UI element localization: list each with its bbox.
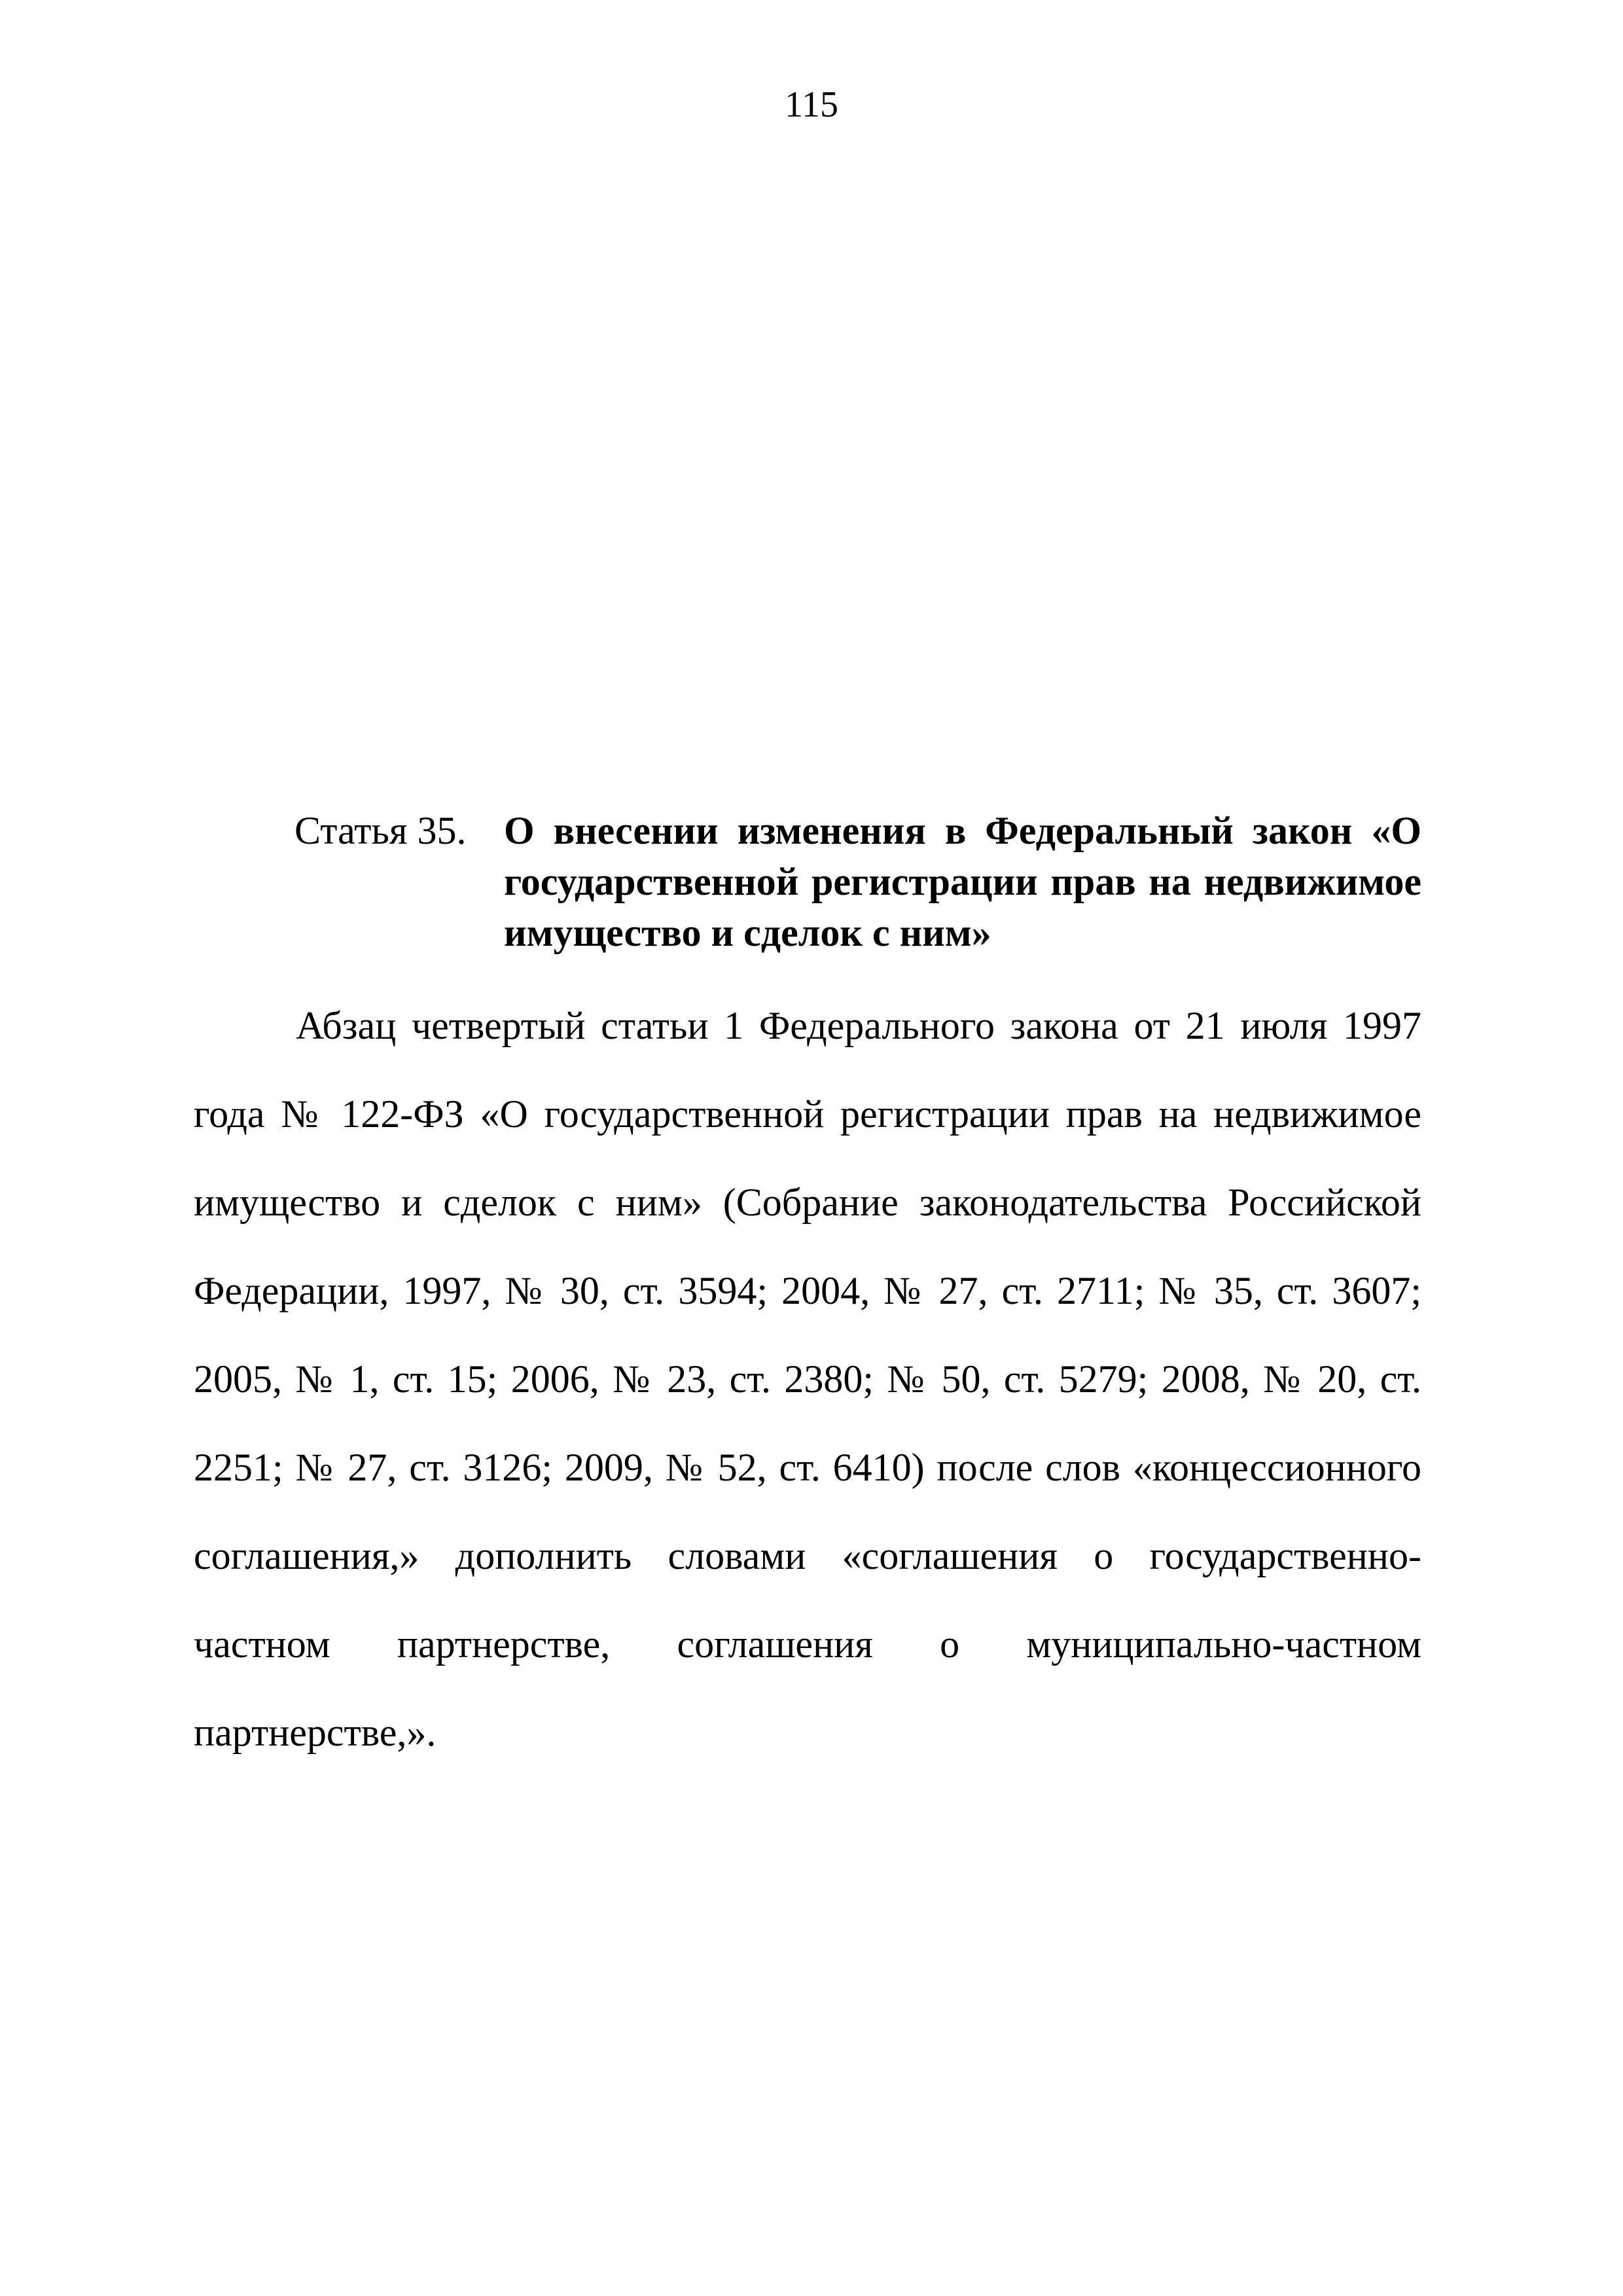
page-number: 115	[785, 84, 838, 125]
article-number: Статья 35.	[294, 809, 467, 852]
article-paragraph: Абзац четвертый статьи 1 Федерального закона от 21 июля 1997 года № 122-ФЗ «О государственной регистрации прав на недвижимое имущество и сделок с ним» (Собрание законодательства Российской Федерации, 1997, № 30, ст. 3594; 2004, № 27, ст. 2711; № 35, ст. 3607; 2005, № 1, ст. 15; 2006, № 23, ст. 2380; № 50, ст. 5279; 2008, № 20, ст. 2251; № 27, ст. 3126; 2009, № 52, ст. 6410) после слов «концессионного соглашения,» дополнить словами «соглашения о государственно-частном партнерстве, соглашения о муниципально-частном партнерстве,».	[194, 1004, 1421, 1754]
article-title: О внесении изменения в Федеральный закон «О государственной регистрации прав на недвижимое имущество и сделок с ним»	[504, 809, 1421, 954]
article-body	[194, 982, 1421, 1777]
